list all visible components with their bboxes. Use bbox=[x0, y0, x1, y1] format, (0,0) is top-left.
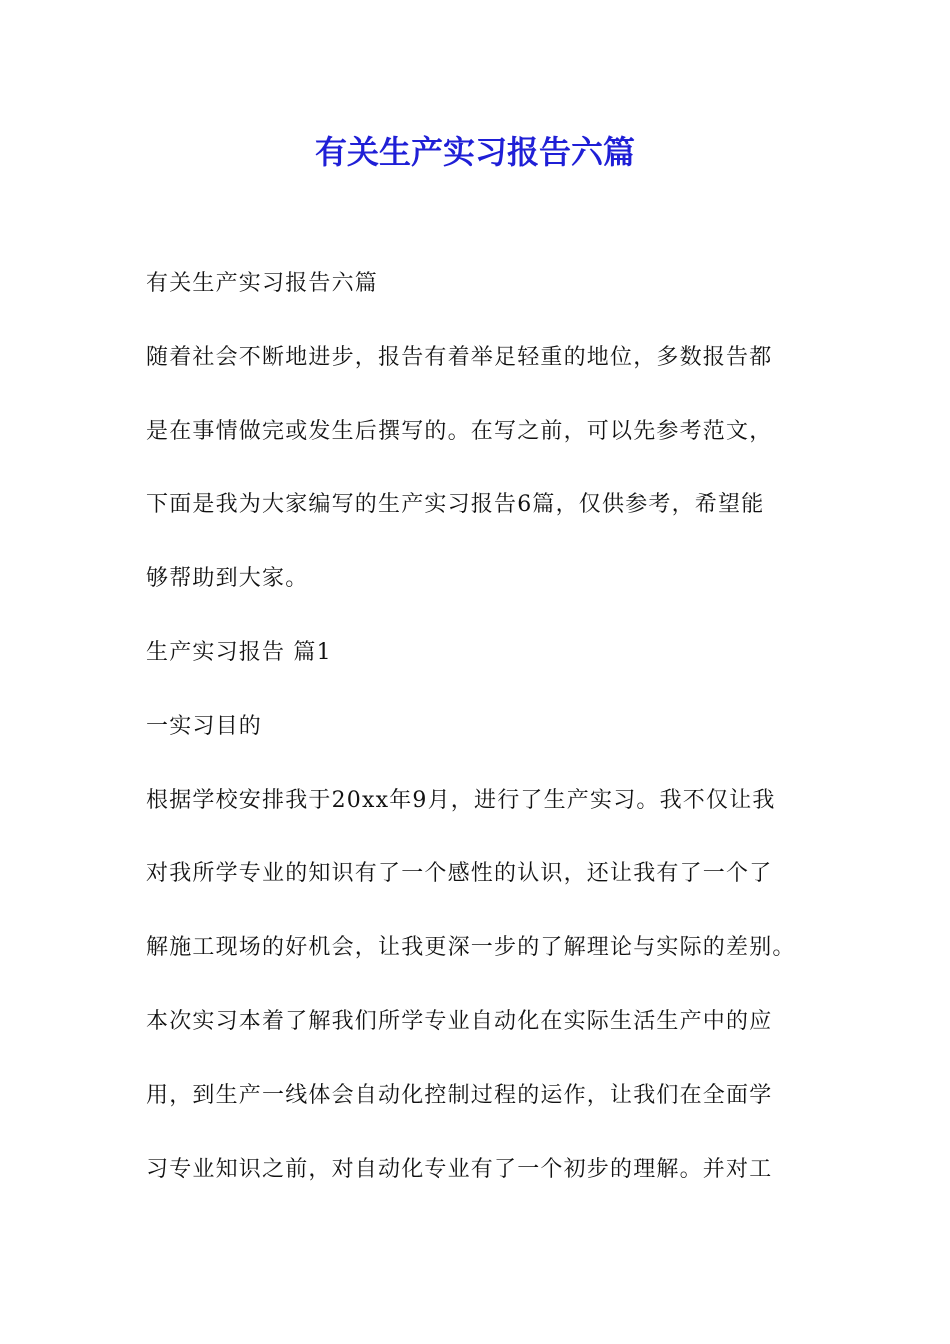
body-line: 生产实习报告 篇1 bbox=[146, 639, 332, 665]
body-line: 是在事情做完或发生后撰写的。在写之前，可以先参考范文， bbox=[146, 418, 773, 444]
body-line: 根据学校安排我于20xx年9月，进行了生产实习。我不仅让我 bbox=[146, 787, 776, 813]
body-line: 随着社会不断地进步，报告有着举足轻重的地位，多数报告都 bbox=[146, 344, 773, 370]
body-line: 对我所学专业的知识有了一个感性的认识，还让我有了一个了 bbox=[146, 861, 773, 887]
body-line: 有关生产实习报告六篇 bbox=[146, 271, 379, 296]
body-line: 够帮助到大家。 bbox=[146, 566, 309, 592]
body-line: 用，到生产一线体会自动化控制过程的运作，让我们在全面学 bbox=[146, 1082, 773, 1108]
body-line: 习专业知识之前，对自动化专业有了一个初步的理解。并对工 bbox=[146, 1156, 773, 1182]
document-title: 有关生产实习报告六篇 bbox=[314, 133, 635, 171]
body-line: 解施工现场的好机会，让我更深一步的了解理论与实际的差别。 bbox=[146, 935, 796, 961]
document-body bbox=[146, 262, 826, 1221]
body-line: 下面是我为大家编写的生产实习报告6篇，仅供参考，希望能 bbox=[146, 492, 765, 518]
body-line: 本次实习本着了解我们所学专业自动化在实际生活生产中的应 bbox=[146, 1008, 773, 1034]
body-line: 一实习目的 bbox=[146, 713, 263, 739]
